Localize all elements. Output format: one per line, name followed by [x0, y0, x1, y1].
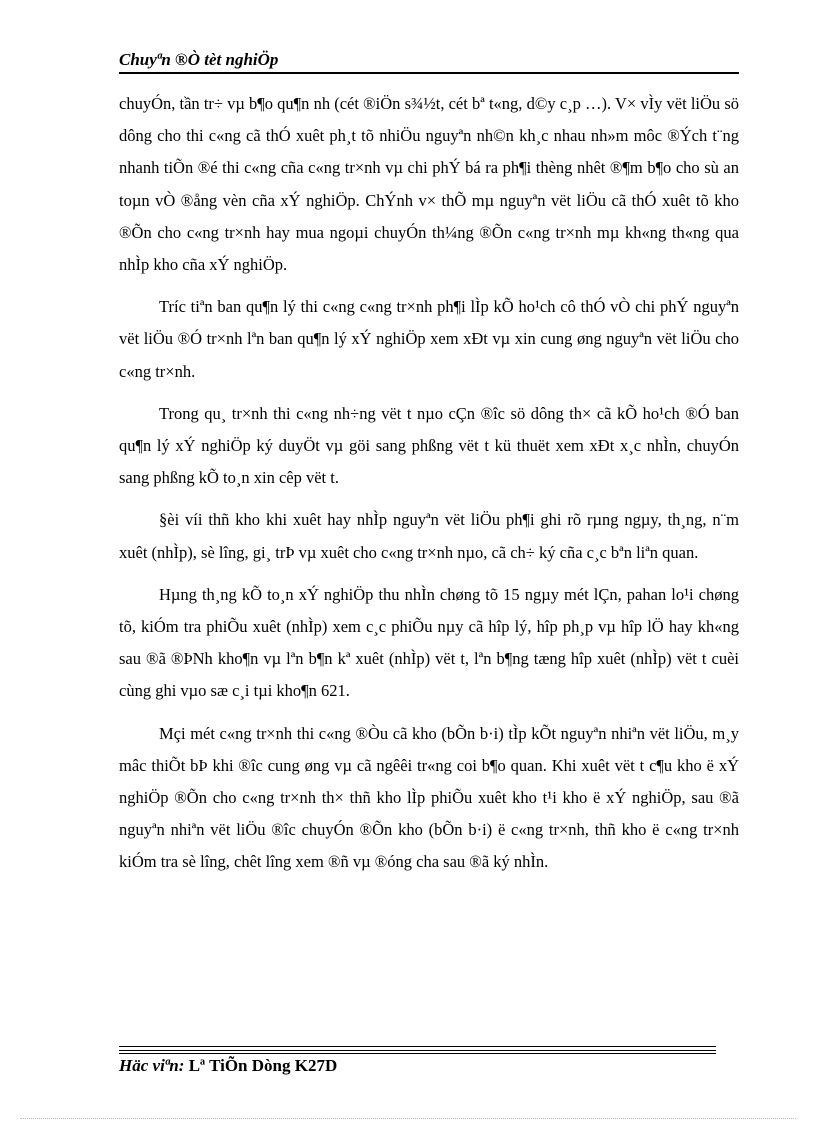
- page-footer: [119, 1054, 739, 1078]
- paragraph-2: Tríc tiªn ban qu¶n lý thi c«ng c«ng tr×nh ph¶i lÌp kÕ ho¹ch cô thÓ vÒ chi phÝ nguyªn vët liÖu ®Ó tr×nh lªn ban qu¶n lý xÝ nghiÖp xem xÐt vµ xin cung øng nguyªn vët liÖu cho c«ng tr×nh.: [119, 297, 739, 381]
- footer-divider: [119, 1050, 716, 1051]
- footer-label: Häc viªn:: [119, 1056, 185, 1075]
- paragraph-3: Trong qu¸ tr×nh thi c«ng nh÷ng vët t nµo cÇn ®îc sö dông th× cã kÕ ho¹ch ®Ó ban qu¶n lý xÝ nghiÖp ký duyÖt vµ göi sang phßng vët t kü thuët xem xÐt x¸c nhÌn, chuyÓn sang phßng kÕ to¸n xin cêp vët t.: [119, 403, 739, 488]
- footer-divider: [119, 1046, 716, 1047]
- author-name: Lª TiÕn Dòng K27D: [188, 1056, 338, 1075]
- paragraph-4: §èi víi thñ kho khi xuêt hay nhÌp nguyªn vët liÖu ph¶i ghi rõ rµng ngµy, th¸ng, n¨m xuêt (nhÌp), sè lîng, gi¸ trÞ vµ xuêt cho c«ng tr×nh nµo, cã ch÷ ký cña c¸c bªn liªn quan.: [119, 510, 739, 562]
- page-edge-divider: [20, 1118, 796, 1119]
- document-title: Chuyªn ®Ò tèt nghiÖp: [119, 50, 279, 69]
- paragraph-5: Hµng th¸ng kÕ to¸n xÝ nghiÖp thu nhÌn chøng tõ 15 ngµy mét lÇn, pahan lo¹i chøng tõ, kiÓm tra phiÕu xuêt (nhÌp) xem c¸c phiÕu nµy cã hîp lý, hîp ph¸p vµ hîp lÖ hay kh«ng sau ®ã ®ÞNh kho¶n vµ lªn b¶n kª xuêt (nhÌp) vët t, lªn b¶ng tæng hîp xuêt (nhÌp) vët t cuèi cùng ghi vµo sæ c¸i tµi kho¶n 621.: [119, 584, 739, 701]
- page-header: [119, 48, 739, 74]
- paragraph-1: chuyÓn, tần tr÷ vµ b¶o qu¶n nh (cét ®iÖn s¾½t, cét bª t«ng, d©y c¸p …). V× vÌy vët liÖu sö dông cho thi c«ng cã thÓ xuêt ph¸t tõ nhiÖu nguyªn nh©n kh¸c nhau nh»m môc ®Ých t¨ng nhanh tiÕn ®é thi c«ng cña c«ng tr×nh vµ chi phÝ bá ra ph¶i thèng nhêt ®¶m b¶o cho sù an toµn vÒ ®ång vèn cña xÝ nghiÖp. ChÝnh v× thÕ mµ nguyªn vët liÖu cã thÓ xuêt tõ kho ®Õn cho c«ng tr×nh hay mua ngoµi chuyÓn th¼ng ®Õn c«ng tr×nh mµ kh«ng th«ng qua nhÌp kho cña xÝ nghiÖp.: [119, 94, 739, 275]
- paragraph-6: Mçi mét c«ng tr×nh thi c«ng ®Òu cã kho (bÕn b·i) tÌp kÕt nguyªn nhiªn vët liÖu, m¸y mâc thiÕt bÞ khi ®îc cung øng vµ cã ngêêi tr«ng coi b¶o quan. Khi xuêt vët t c¶u kho ë xÝ nghiÖp ®Õn cho c«ng tr×nh th× thñ kho lÌp phiÕu xuêt kho t¹i kho ë xÝ nghiÖp, sau ®ã nguyªn nhiªn vët liÖu ®îc chuyÓn ®Õn kho (bÕn b·i) ë c«ng tr×nh, thñ kho ë c«ng tr×nh kiÓm tra sè lîng, chêt lîng xem ®ñ vµ ®óng cha sau ®ã ký nhÌn.: [119, 723, 739, 872]
- document-body: [119, 88, 739, 889]
